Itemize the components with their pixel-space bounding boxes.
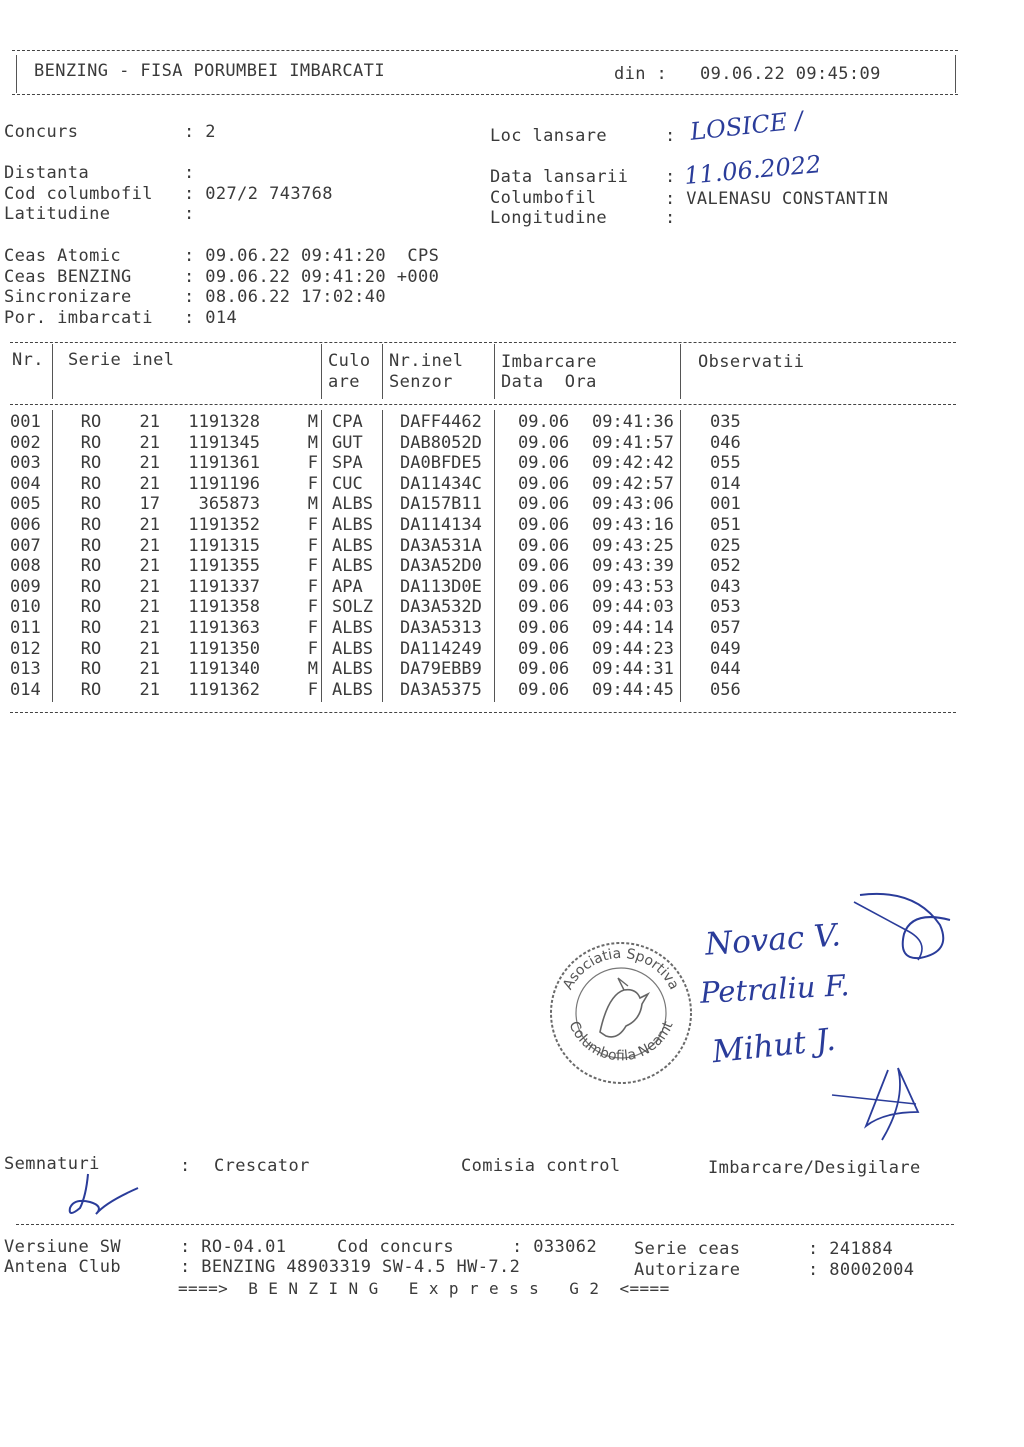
cell-senzor: DA157B11 — [400, 494, 482, 515]
cell-ora: 09:43:53 — [592, 576, 674, 597]
cell-nr: 012 — [10, 638, 41, 659]
cell-tara: RO — [80, 659, 102, 680]
cell-data: 09.06 — [518, 556, 570, 577]
cell-tara: RO — [80, 432, 102, 453]
col-header-culoare-1: Culo — [328, 351, 371, 371]
cell-obs: 046 — [710, 432, 741, 453]
sincronizare-value: : 08.06.22 17:02:40 — [184, 287, 387, 307]
cell-nr: 011 — [10, 617, 41, 638]
cell-culoare: ALBS — [332, 659, 373, 680]
cell-an: 21 — [139, 453, 160, 474]
cell-senzor: DA3A532D — [400, 597, 482, 618]
cell-ora: 09:41:36 — [592, 412, 674, 432]
cell-tara: RO — [80, 597, 102, 618]
cell-data: 09.06 — [518, 679, 570, 700]
cell-an: 21 — [139, 679, 160, 700]
cell-tara: RO — [80, 535, 102, 556]
cell-nr: 002 — [10, 432, 41, 453]
cell-culoare: APA — [332, 576, 363, 597]
cell-obs: 056 — [710, 679, 741, 700]
signature-scribble — [820, 890, 980, 1160]
table-row — [10, 412, 780, 433]
cell-inel: 1191196 — [188, 473, 260, 494]
cell-inel: 1191362 — [188, 679, 260, 700]
ceas-benzing-label: Ceas BENZING — [4, 267, 132, 287]
longitudine-value: : — [665, 208, 676, 228]
cell-nr: 004 — [10, 473, 41, 494]
cod-columbofil-value: : 027/2 743768 — [184, 184, 333, 204]
cell-obs: 044 — [710, 659, 741, 680]
imbarcare-desigilare-label: Imbarcare/Desigilare — [708, 1158, 921, 1178]
cod-concurs-label: Cod concurs — [337, 1237, 454, 1257]
header-right-border — [955, 55, 956, 93]
cell-data: 09.06 — [518, 473, 570, 494]
cell-inel: 365873 — [198, 494, 260, 515]
cell-ora: 09:44:03 — [592, 597, 674, 618]
col-header-imbarcare-2: Data Ora — [501, 372, 597, 392]
cell-an: 21 — [139, 617, 160, 638]
cell-an: 21 — [139, 535, 160, 556]
date-label: din : — [614, 64, 668, 84]
antena-club-label: Antena Club — [4, 1257, 121, 1277]
cell-tara: RO — [80, 576, 102, 597]
cell-senzor: DA11434C — [400, 473, 482, 494]
commission-name-2: Petraliu F. — [699, 968, 851, 1010]
cell-senzor: DA79EBB9 — [400, 659, 482, 680]
cell-nr: 006 — [10, 514, 41, 535]
cell-data: 09.06 — [518, 638, 570, 659]
porumbei-imbarcati-label: Por. imbarcati — [4, 308, 153, 328]
table-row — [10, 515, 780, 536]
cell-culoare: ALBS — [332, 638, 373, 659]
loc-lansare-label: Loc lansare — [490, 126, 607, 146]
ceas-atomic-label: Ceas Atomic — [4, 246, 121, 266]
latitudine-label: Latitudine — [4, 204, 111, 224]
date-value: 09.06.22 09:45:09 — [700, 64, 881, 84]
cell-senzor: DA3A52D0 — [400, 556, 482, 577]
cell-senzor: DA113D0E — [400, 576, 482, 597]
cell-obs: 053 — [710, 597, 741, 618]
cell-ora: 09:43:25 — [592, 535, 674, 556]
cell-tara: RO — [80, 617, 102, 638]
cell-an: 21 — [139, 576, 160, 597]
sincronizare-label: Sincronizare — [4, 287, 132, 307]
cell-an: 21 — [139, 556, 160, 577]
cell-sex: F — [307, 638, 318, 659]
cell-inel: 1191337 — [188, 576, 260, 597]
cell-ora: 09:44:31 — [592, 659, 674, 680]
cell-culoare: ALBS — [332, 556, 373, 577]
cell-ora: 09:43:06 — [592, 494, 674, 515]
cell-senzor: DAB8052D — [400, 432, 482, 453]
ceas-atomic-value: : 09.06.22 09:41:20 CPS — [184, 246, 440, 266]
header-bottom-border — [12, 94, 958, 95]
cell-senzor: DA114249 — [400, 638, 482, 659]
col-header-observatii: Observatii — [698, 352, 805, 372]
cell-data: 09.06 — [518, 617, 570, 638]
cell-senzor: DA3A5375 — [400, 679, 482, 700]
cell-culoare: SOLZ — [332, 597, 373, 618]
cell-data: 09.06 — [518, 494, 570, 515]
data-lansarii-label: Data lansarii — [490, 167, 629, 187]
cell-tara: RO — [80, 514, 102, 535]
semnaturi-label: Semnaturi — [4, 1154, 100, 1174]
cell-culoare: ALBS — [332, 617, 373, 638]
cell-inel: 1191355 — [188, 556, 260, 577]
document-title: BENZING - FISA PORUMBEI IMBARCATI — [34, 61, 385, 81]
cell-tara: RO — [80, 473, 102, 494]
cell-ora: 09:41:57 — [592, 432, 674, 453]
col-header-nrinel-2: Senzor — [389, 372, 453, 392]
cell-ora: 09:44:23 — [592, 638, 674, 659]
cell-tara: RO — [80, 679, 102, 700]
cell-tara: RO — [80, 412, 102, 432]
table-row — [10, 680, 780, 701]
table-row — [10, 536, 780, 557]
col-header-culoare-2: are — [328, 372, 360, 392]
cell-inel: 1191352 — [188, 514, 260, 535]
cell-nr: 007 — [10, 535, 41, 556]
svg-text:Columbofila Neamt — [565, 1019, 676, 1065]
cell-inel: 1191350 — [188, 638, 260, 659]
cell-an: 17 — [139, 494, 160, 515]
cell-obs: 014 — [710, 473, 741, 494]
table-top-border — [10, 342, 956, 343]
cell-data: 09.06 — [518, 597, 570, 618]
cod-concurs-value: : 033062 — [512, 1237, 598, 1257]
cell-obs: 052 — [710, 556, 741, 577]
cell-nr: 010 — [10, 597, 41, 618]
commission-name-3: Mihut J. — [710, 1021, 838, 1071]
header-left-border — [16, 55, 17, 93]
cell-nr: 013 — [10, 659, 41, 680]
cell-ora: 09:43:39 — [592, 556, 674, 577]
antena-club-value: : BENZING 48903319 SW-4.5 HW-7.2 — [180, 1257, 521, 1277]
commission-name-1: Novac V. — [703, 917, 842, 963]
stamp-text-top: Asociatia Sportiva — [560, 945, 682, 993]
porumbei-imbarcati-value: : 014 — [184, 308, 238, 328]
cell-culoare: ALBS — [332, 514, 373, 535]
table-row — [10, 597, 780, 618]
cell-sex: M — [307, 659, 318, 680]
cell-sex: M — [307, 432, 318, 453]
table-row — [10, 474, 780, 495]
cell-inel: 1191358 — [188, 597, 260, 618]
cell-obs: 025 — [710, 535, 741, 556]
footer-separator — [16, 1224, 954, 1225]
cell-sex: F — [307, 576, 318, 597]
cell-nr: 008 — [10, 556, 41, 577]
col-header-nr: Nr. — [12, 350, 44, 370]
pigeon-table — [10, 412, 780, 700]
cell-tara: RO — [80, 638, 102, 659]
cell-obs: 049 — [710, 638, 741, 659]
longitudine-label: Longitudine — [490, 208, 607, 228]
columbofil-value: : VALENASU CONSTANTIN — [665, 189, 889, 209]
cell-senzor: DA3A5313 — [400, 617, 482, 638]
distanta-value: : — [184, 163, 195, 183]
cell-an: 21 — [139, 412, 160, 432]
cell-ora: 09:43:16 — [592, 514, 674, 535]
club-stamp — [548, 940, 694, 1086]
stamp-text-bottom: Columbofila Neamt — [565, 1018, 677, 1065]
cell-obs: 057 — [710, 617, 741, 638]
distanta-label: Distanta — [4, 163, 90, 183]
crescator-signature — [60, 1172, 150, 1222]
comisia-control-label: Comisia control — [461, 1156, 621, 1176]
concurs-label: Concurs — [4, 122, 79, 142]
cell-sex: M — [307, 494, 318, 515]
cod-columbofil-label: Cod columbofil — [4, 184, 153, 204]
loc-lansare-colon: : — [665, 126, 676, 146]
cell-an: 21 — [139, 597, 160, 618]
col-sep-senzor — [494, 344, 495, 399]
cell-sex: F — [307, 514, 318, 535]
benzing-banner: ====> B E N Z I N G E x p r e s s G 2 <==== — [178, 1279, 670, 1298]
table-row — [10, 659, 780, 680]
cell-inel: 1191345 — [188, 432, 260, 453]
versiune-sw-label: Versiune SW — [4, 1237, 121, 1257]
cell-culoare: ALBS — [332, 535, 373, 556]
cell-data: 09.06 — [518, 535, 570, 556]
cell-culoare: CUC — [332, 473, 363, 494]
cell-nr: 003 — [10, 453, 41, 474]
table-row — [10, 494, 780, 515]
table-bottom-border — [10, 712, 956, 713]
cell-senzor: DA3A531A — [400, 535, 482, 556]
cell-sex: F — [307, 473, 318, 494]
cell-nr: 014 — [10, 679, 41, 700]
cell-sex: F — [307, 617, 318, 638]
cell-nr: 009 — [10, 576, 41, 597]
cell-data: 09.06 — [518, 514, 570, 535]
cell-an: 21 — [139, 514, 160, 535]
autorizare-label: Autorizare — [634, 1260, 741, 1280]
table-row — [10, 618, 780, 639]
cell-obs: 051 — [710, 514, 741, 535]
col-sep-culoare — [382, 344, 383, 399]
serie-ceas-label: Serie ceas — [634, 1239, 741, 1259]
cell-data: 09.06 — [518, 659, 570, 680]
cell-an: 21 — [139, 432, 160, 453]
table-row — [10, 577, 780, 598]
cell-culoare: ALBS — [332, 679, 373, 700]
autorizare-value: : 80002004 — [808, 1260, 915, 1280]
cell-culoare: GUT — [332, 432, 363, 453]
cell-data: 09.06 — [518, 453, 570, 474]
cell-inel: 1191328 — [188, 412, 260, 432]
cell-inel: 1191315 — [188, 535, 260, 556]
cell-senzor: DA0BFDE5 — [400, 453, 482, 474]
serie-ceas-value: : 241884 — [808, 1239, 894, 1259]
versiune-sw-value: : RO-04.01 — [180, 1237, 287, 1257]
cell-ora: 09:42:57 — [592, 473, 674, 494]
cell-obs: 043 — [710, 576, 741, 597]
cell-data: 09.06 — [518, 432, 570, 453]
col-sep-imbarcare — [680, 344, 681, 399]
cell-senzor: DA114134 — [400, 514, 482, 535]
cell-sex: M — [307, 412, 318, 432]
cell-sex: F — [307, 597, 318, 618]
cell-senzor: DAFF4462 — [400, 412, 482, 432]
col-header-serie-inel: Serie inel — [68, 350, 175, 370]
loc-lansare-handwritten: LOSICE / — [688, 106, 805, 146]
columbofil-label: Columbofil — [490, 188, 597, 208]
cell-nr: 005 — [10, 494, 41, 515]
cell-ora: 09:44:45 — [592, 679, 674, 700]
cell-sex: F — [307, 679, 318, 700]
cell-culoare: SPA — [332, 453, 363, 474]
cell-an: 21 — [139, 638, 160, 659]
cell-nr: 001 — [10, 412, 41, 432]
concurs-value: : 2 — [184, 122, 216, 142]
cell-sex: F — [307, 535, 318, 556]
cell-inel: 1191340 — [188, 659, 260, 680]
data-lansarii-handwritten: 11.06.2022 — [683, 150, 823, 190]
cell-obs: 035 — [710, 412, 741, 432]
ceas-benzing-value: : 09.06.22 09:41:20 +000 — [184, 267, 440, 287]
cell-tara: RO — [80, 556, 102, 577]
col-header-imbarcare-1: Imbarcare — [501, 352, 597, 372]
cell-tara: RO — [80, 453, 102, 474]
latitudine-value: : — [184, 204, 195, 224]
cell-data: 09.06 — [518, 576, 570, 597]
cell-inel: 1191361 — [188, 453, 260, 474]
cell-obs: 055 — [710, 453, 741, 474]
table-row — [10, 433, 780, 454]
cell-culoare: ALBS — [332, 494, 373, 515]
cell-sex: F — [307, 556, 318, 577]
cell-tara: RO — [80, 494, 102, 515]
table-header-bottom-border — [10, 404, 956, 405]
cell-culoare: CPA — [332, 412, 363, 432]
col-header-nrinel-1: Nr.inel — [389, 351, 464, 371]
cell-an: 21 — [139, 659, 160, 680]
cell-obs: 001 — [710, 494, 741, 515]
semnaturi-colon: : — [180, 1156, 191, 1176]
cell-an: 21 — [139, 473, 160, 494]
col-sep-serie — [321, 344, 322, 399]
cell-sex: F — [307, 453, 318, 474]
table-row — [10, 556, 780, 577]
cell-ora: 09:42:42 — [592, 453, 674, 474]
data-lansarii-colon: : — [665, 167, 676, 187]
cell-inel: 1191363 — [188, 617, 260, 638]
table-row — [10, 453, 780, 474]
cell-data: 09.06 — [518, 412, 570, 432]
crescator-label: Crescator — [214, 1156, 310, 1176]
col-sep-nr — [52, 344, 53, 399]
table-row — [10, 639, 780, 660]
header-top-border — [12, 50, 958, 51]
cell-ora: 09:44:14 — [592, 617, 674, 638]
